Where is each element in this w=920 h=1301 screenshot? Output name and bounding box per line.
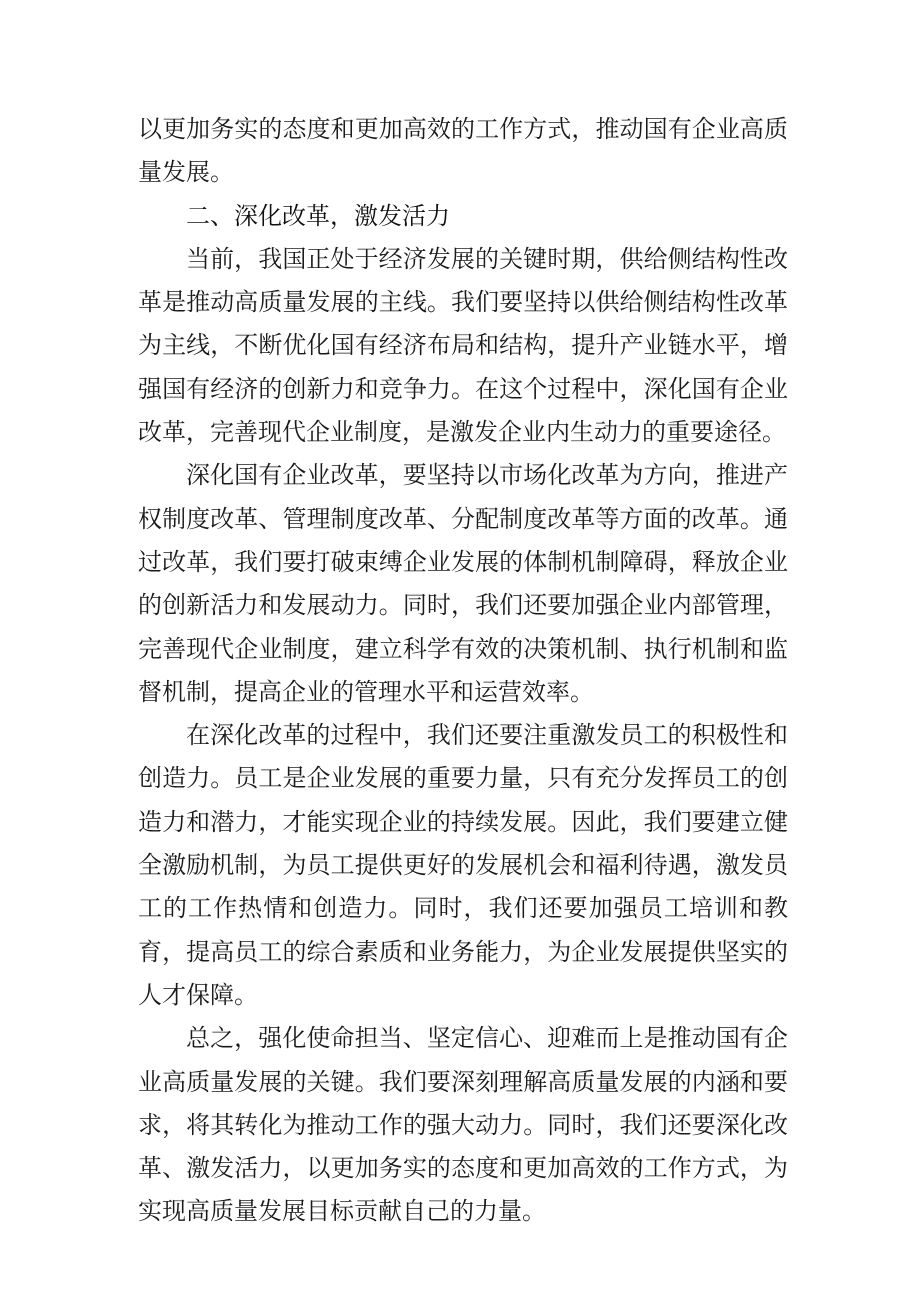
section-heading: 二、深化改革，激发活力	[186, 201, 450, 230]
continuation-paragraph: 以更加务实的态度和更加高效的工作方式，推动国有企业高质量发展。	[138, 115, 788, 187]
body-paragraph-3: 在深化改革的过程中，我们还要注重激发员工的积极性和创造力。员工是企业发展的重要力量，只有充分发挥员工的创造力和潜力，才能实现企业的持续发展。因此，我们要建立健全激励机制，为员工提供更好的发展机会和福利待遇，激发员工的工作热情和创造力。同时，我们还要加强员工培训和教育，提高员工的综合素质和业务能力，为企业发展提供坚实的人才保障。	[138, 721, 788, 1009]
document-body	[138, 108, 788, 1234]
body-paragraph-1: 当前，我国正处于经济发展的关键时期，供给侧结构性改革是推动高质量发展的主线。我们要坚持以供给侧结构性改革为主线，不断优化国有经济布局和结构，提升产业链水平，增强国有经济的创新力和竞争力。在这个过程中，深化国有企业改革，完善现代企业制度，是激发企业内生动力的重要途径。	[138, 244, 788, 447]
body-paragraph-2: 深化国有企业改革，要坚持以市场化改革为方向，推进产权制度改革、管理制度改革、分配制度改革等方面的改革。通过改革，我们要打破束缚企业发展的体制机制障碍，释放企业的创新活力和发展动力。同时，我们还要加强企业内部管理，完善现代企业制度，建立科学有效的决策机制、执行机制和监督机制，提高企业的管理水平和运营效率。	[138, 461, 788, 706]
body-paragraph-4: 总之，强化使命担当、坚定信心、迎难而上是推动国有企业高质量发展的关键。我们要深刻理解高质量发展的内涵和要求，将其转化为推动工作的强大动力。同时，我们还要深化改革、激发活力，以更加务实的态度和更加高效的工作方式，为实现高质量发展目标贡献自己的力量。	[138, 1024, 788, 1226]
